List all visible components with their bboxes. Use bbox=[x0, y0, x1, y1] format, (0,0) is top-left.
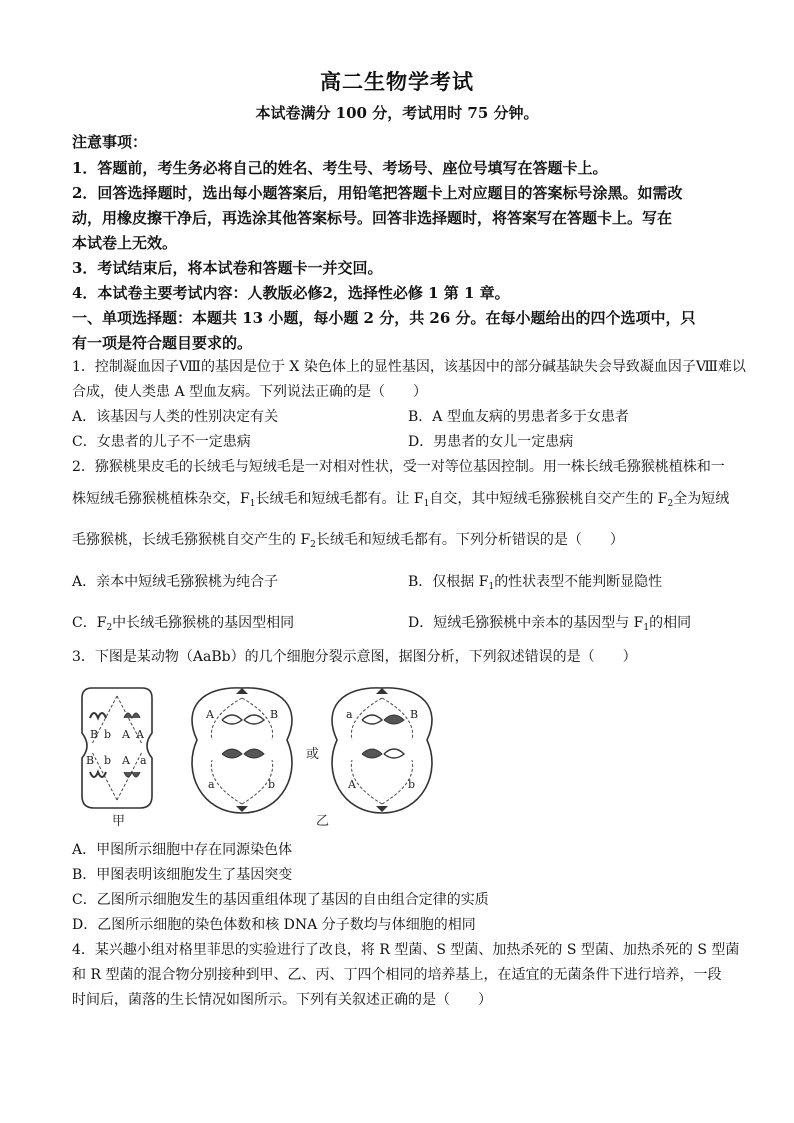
gene-label: B bbox=[90, 728, 99, 741]
notice-item-1: 1．答题前，考生务必将自己的姓名、考生号、考场号、座位号填写在答题卡上。 bbox=[72, 159, 608, 177]
chromosome-shape bbox=[244, 715, 264, 724]
gene-label: A bbox=[122, 754, 130, 767]
chromosome-shape bbox=[124, 713, 140, 718]
q1-stem-line1: 1．控制凝血因子Ⅷ的基因是位于 X 染色体上的显性基因，该基因中的部分碱基缺失会导致凝血因子Ⅷ难以 bbox=[72, 359, 746, 375]
notice-heading: 注意事项： bbox=[72, 133, 148, 151]
q2-option-c bbox=[72, 612, 294, 633]
q2-option-d bbox=[408, 612, 691, 633]
figure-label-yi: 乙 bbox=[316, 814, 330, 828]
q2-option-d-part2: 的相同 bbox=[649, 615, 692, 631]
chromosome-shape bbox=[362, 715, 382, 724]
subscript: 2 bbox=[310, 540, 316, 550]
notice-item-2-cont: 动，用橡皮擦干净后，再选涂其他答案标号。回答非选择题时，将答案写在答题卡上。写在 bbox=[72, 209, 673, 227]
notice-item-4: 4．本试卷主要考试内容：人教版必修2，选择性必修 1 第 1 章。 bbox=[72, 284, 510, 302]
exam-subtitle: 本试卷满分 100 分，考试用时 75 分钟。 bbox=[255, 104, 539, 122]
q2-stem-line2 bbox=[72, 488, 729, 509]
q2-stem-line1: 2．猕猴桃果皮毛的长绒毛与短绒毛是一对相对性状，受一对等位基因控制。用一株长绒毛猕猴桃植株和一 bbox=[72, 459, 725, 475]
q1-option-a: A．该基因与人类的性别决定有关 bbox=[72, 409, 279, 425]
spindle-pole bbox=[236, 688, 248, 694]
figure-label-jia: 甲 bbox=[112, 814, 126, 828]
chromosome-shape bbox=[384, 749, 404, 758]
q1-stem-line2: 合成，使人类患 A 型血友病。下列说法正确的是（ ） bbox=[72, 384, 428, 400]
spindle-pole bbox=[376, 806, 388, 812]
cell-jia-outline bbox=[82, 688, 152, 808]
q3-option-a: A．甲图所示细胞中存在同源染色体 bbox=[72, 842, 293, 858]
q2-line3-part1: 毛猕猴桃，长绒毛猕猴桃自交产生的 F bbox=[72, 532, 311, 548]
q2-line2-part4: 全为短绒 bbox=[673, 491, 730, 507]
q3-option-b: B．甲图表明该细胞发生了基因突变 bbox=[72, 867, 293, 883]
gene-label: a bbox=[208, 778, 215, 791]
chromosome-shape bbox=[90, 713, 106, 718]
notice-item-2: 2．回答选择题时，选出每小题答案后，用铅笔把答题卡上对应题目的答案标号涂黑。如需改 bbox=[72, 184, 683, 202]
gene-label: b bbox=[104, 728, 112, 741]
q3-stem: 3．下图是某动物（AaBb）的几个细胞分裂示意图，据图分析，下列叙述错误的是（ ） bbox=[72, 649, 637, 665]
q3-option-d: D．乙图所示细胞的染色体数和核 DNA 分子数均与体细胞的相同 bbox=[72, 917, 476, 933]
spindle-pole bbox=[376, 688, 388, 694]
subscript: 2 bbox=[106, 623, 113, 633]
subscript: 1 bbox=[643, 623, 650, 633]
q2-line2-part2: 长绒毛和短绒毛都有。让 F bbox=[255, 491, 424, 507]
q2-option-b-part2: 的性状表型不能判断显隐性 bbox=[494, 574, 663, 590]
gene-label: A bbox=[122, 728, 130, 741]
gene-label: A bbox=[206, 708, 214, 721]
section-heading: 一、单项选择题：本题共 13 小题，每小题 2 分，共 26 分。在每小题给出的四个选项中，只 bbox=[72, 309, 696, 327]
gene-label: B bbox=[86, 754, 95, 767]
chromosome-shape bbox=[90, 772, 106, 777]
subscript: 2 bbox=[667, 499, 674, 509]
q2-option-a: A．亲本中短绒毛猕猴桃为纯合子 bbox=[72, 574, 279, 590]
notice-item-3: 3．考试结束后，将本试卷和答题卡一并交回。 bbox=[72, 259, 383, 277]
cell-division-figure bbox=[72, 678, 492, 828]
gene-label: B bbox=[270, 708, 279, 721]
chromosome-shape bbox=[222, 715, 242, 724]
q2-option-b-part1: B．仅根据 F bbox=[408, 574, 489, 590]
chromosome-shape bbox=[362, 749, 382, 758]
q1-option-b: B．A 型血友病的男患者多于女患者 bbox=[408, 409, 629, 425]
gene-label: B bbox=[410, 708, 419, 721]
section-heading-cont: 有一项是符合题目要求的。 bbox=[72, 334, 253, 352]
q2-option-b bbox=[408, 571, 662, 592]
q4-stem-line2: 和 R 型菌的混合物分别接种到甲、乙、丙、丁四个相同的培养基上，在适宜的无菌条件下进行培养，一段 bbox=[72, 967, 722, 983]
exam-title: 高二生物学考试 bbox=[320, 69, 474, 94]
q1-option-c: C．女患者的儿子不一定患病 bbox=[72, 434, 251, 450]
q1-option-d: D．男患者的女儿一定患病 bbox=[408, 434, 574, 450]
q2-line2-part1: 株短绒毛猕猴桃植株杂交，F bbox=[72, 491, 250, 507]
gene-label: b bbox=[408, 778, 416, 791]
subscript: 1 bbox=[249, 499, 256, 509]
notice-item-2-cont2: 本试卷上无效。 bbox=[72, 234, 178, 252]
subscript: 1 bbox=[488, 582, 495, 592]
q2-line2-part3: 自交，其中短绒毛猕猴桃自交产生的 F bbox=[429, 491, 668, 507]
q2-line3-part2: 长绒毛和短绒毛都有。下列分析错误的是（ ） bbox=[315, 532, 624, 548]
cell-yi2-outline bbox=[332, 688, 432, 813]
q2-option-d-part1: D．短绒毛猕猴桃中亲本的基因型与 F bbox=[408, 615, 644, 631]
cell-yi1-outline bbox=[192, 688, 292, 813]
q2-option-c-part2: 中长绒毛猕猴桃的基因型相同 bbox=[112, 615, 295, 631]
q2-stem-line3 bbox=[72, 529, 624, 550]
gene-label: a bbox=[346, 708, 353, 721]
chromosome-shape bbox=[244, 749, 264, 758]
gene-label: b bbox=[104, 754, 112, 767]
q4-stem-line1: 4．某兴趣小组对格里菲思的实验进行了改良，将 R 型菌、S 型菌、加热杀死的 S 型菌、加热杀死的 S 型菌 bbox=[72, 942, 740, 958]
figure-label-huo: 或 bbox=[306, 747, 320, 762]
subscript: 1 bbox=[423, 499, 430, 509]
q3-option-c: C．乙图所示细胞发生的基因重组体现了基因的自由组合定律的实质 bbox=[72, 892, 489, 908]
q2-option-c-part1: C．F bbox=[72, 615, 107, 631]
q4-stem-line3: 时间后，菌落的生长情况如图所示。下列有关叙述正确的是（ ） bbox=[72, 992, 492, 1008]
gene-label: a bbox=[140, 754, 147, 767]
gene-label: b bbox=[268, 778, 276, 791]
gene-label: A bbox=[136, 728, 144, 741]
chromosome-shape bbox=[384, 715, 404, 724]
chromosome-shape bbox=[222, 749, 242, 758]
spindle-pole bbox=[236, 806, 248, 812]
gene-label: A bbox=[348, 778, 356, 791]
chromosome-shape bbox=[124, 772, 140, 777]
